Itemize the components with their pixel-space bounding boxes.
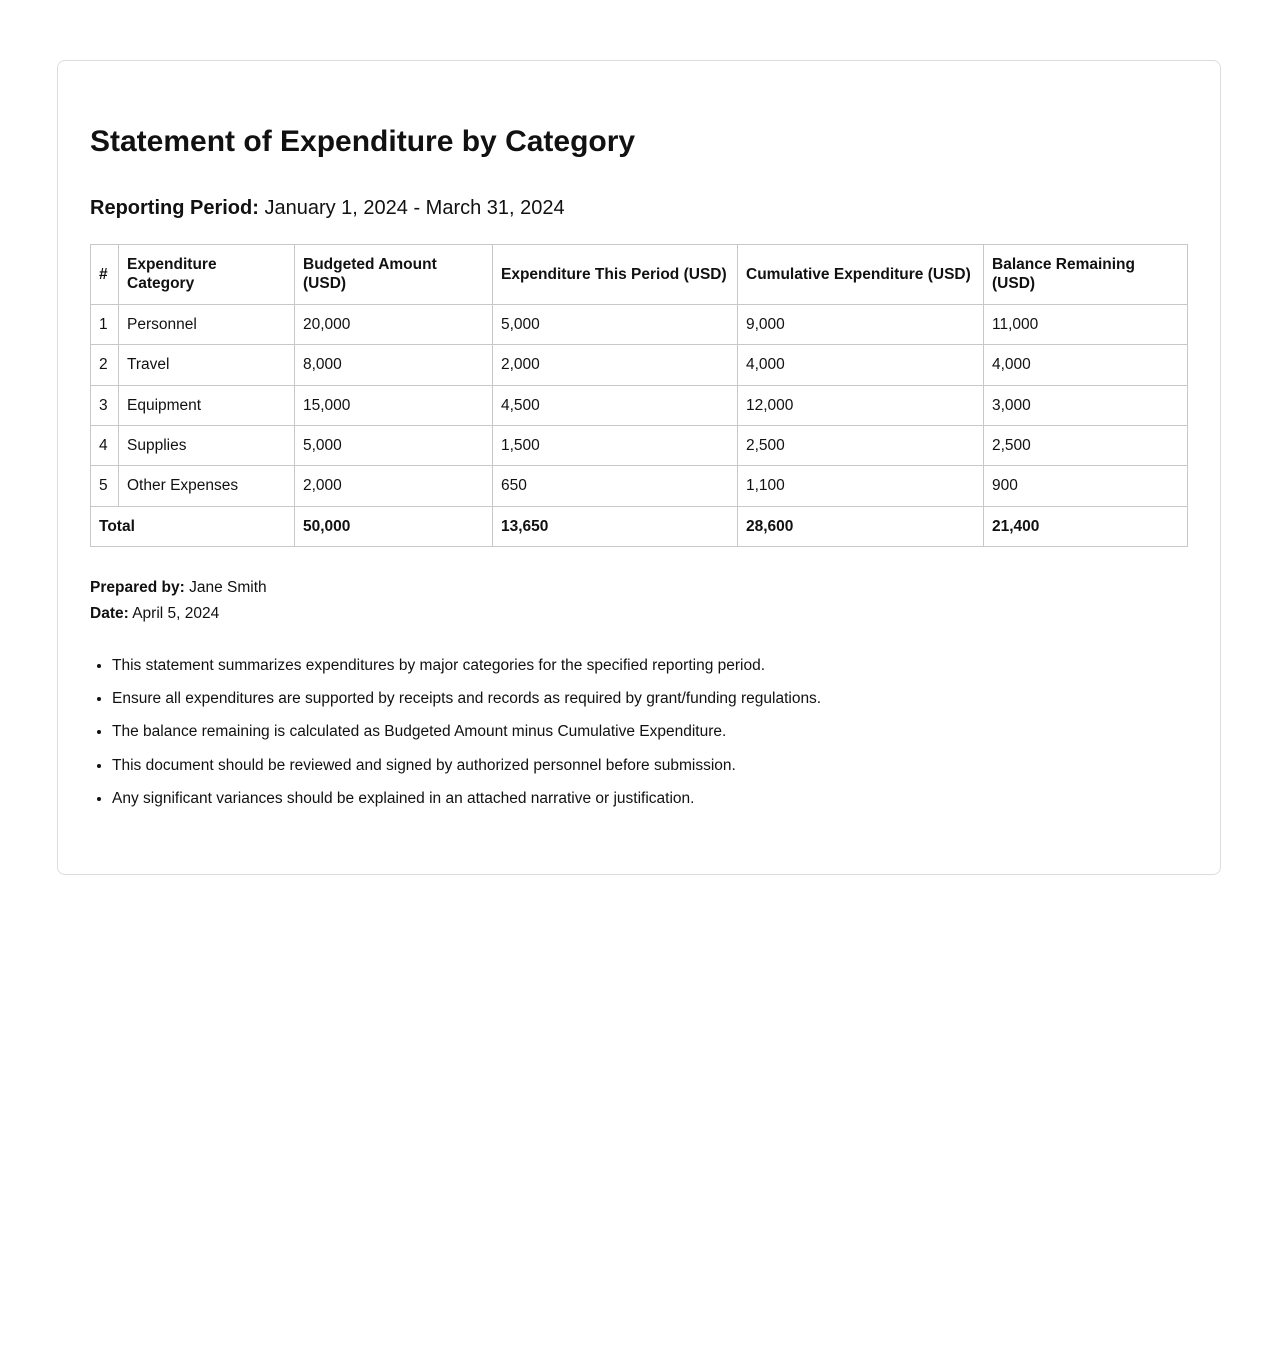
column-header-period: Expenditure This Period (USD) (493, 245, 738, 305)
cell-category: Equipment (119, 385, 295, 425)
table-header-row (91, 245, 1188, 305)
cell-num: 3 (91, 385, 119, 425)
table-row (91, 345, 1188, 385)
cell-budgeted: 20,000 (295, 304, 493, 344)
total-balance-cell: 21,400 (984, 506, 1188, 546)
table-total-row (91, 506, 1188, 546)
cell-balance: 11,000 (984, 304, 1188, 344)
cell-period: 1,500 (493, 425, 738, 465)
table-header (91, 245, 1188, 305)
page-title: Statement of Expenditure by Category (90, 125, 636, 158)
date-label: Date: (90, 604, 129, 622)
reporting-period-value: January 1, 2024 - March 31, 2024 (264, 197, 565, 219)
table-row (91, 466, 1188, 506)
table-row (91, 304, 1188, 344)
note-item: • Any significant variances should be explained in an attached narrative or justification. (112, 789, 1188, 809)
signature-block (90, 575, 1188, 626)
total-period-cell: 13,650 (493, 506, 738, 546)
cell-cumulative: 1,100 (738, 466, 984, 506)
table-body (91, 304, 1188, 506)
cell-budgeted: 15,000 (295, 385, 493, 425)
cell-period: 4,500 (493, 385, 738, 425)
notes-list (90, 656, 1188, 809)
note-item: • The balance remaining is calculated as Budgeted Amount minus Cumulative Expenditure. (112, 722, 1188, 742)
table-row (91, 425, 1188, 465)
cell-balance: 3,000 (984, 385, 1188, 425)
cell-budgeted: 8,000 (295, 345, 493, 385)
table-row (91, 385, 1188, 425)
column-header-budgeted: Budgeted Amount (USD) (295, 245, 493, 305)
date-line (90, 601, 1188, 627)
column-header-balance: Balance Remaining (USD) (984, 245, 1188, 305)
cell-num: 4 (91, 425, 119, 465)
cell-category: Other Expenses (119, 466, 295, 506)
cell-category: Supplies (119, 425, 295, 465)
column-header-category: Expenditure Category (119, 245, 295, 305)
cell-cumulative: 4,000 (738, 345, 984, 385)
prepared-by-label: Prepared by: (90, 579, 185, 596)
cell-balance: 2,500 (984, 425, 1188, 465)
expenditure-table (90, 244, 1188, 547)
cell-balance: 4,000 (984, 345, 1188, 385)
column-header-cumulative: Cumulative Expenditure (USD) (738, 245, 984, 305)
cell-category: Travel (119, 345, 295, 385)
cell-budgeted: 5,000 (295, 425, 493, 465)
prepared-by-value: Jane Smith (189, 579, 267, 596)
note-item: • This document should be reviewed and signed by authorized personnel before submission. (112, 756, 1188, 776)
note-item: • This statement summarizes expenditures by major categories for the specified reporting period. (112, 656, 1188, 676)
cell-period: 650 (493, 466, 738, 506)
note-item: • Ensure all expenditures are supported by receipts and records as required by grant/funding regulations. (112, 689, 1188, 709)
total-label-cell: Total (91, 506, 295, 546)
reporting-period-label: Reporting Period: (90, 197, 259, 219)
prepared-by-line (90, 575, 1188, 601)
cell-num: 2 (91, 345, 119, 385)
document-card (57, 60, 1221, 875)
cell-num: 1 (91, 304, 119, 344)
column-header-number: # (91, 245, 119, 305)
cell-budgeted: 2,000 (295, 466, 493, 506)
cell-cumulative: 9,000 (738, 304, 984, 344)
cell-balance: 900 (984, 466, 1188, 506)
cell-cumulative: 2,500 (738, 425, 984, 465)
cell-category: Personnel (119, 304, 295, 344)
reporting-period (90, 196, 1188, 220)
total-cumulative-cell: 28,600 (738, 506, 984, 546)
total-budgeted-cell: 50,000 (295, 506, 493, 546)
cell-num: 5 (91, 466, 119, 506)
cell-cumulative: 12,000 (738, 385, 984, 425)
page (0, 60, 1278, 1360)
cell-period: 2,000 (493, 345, 738, 385)
cell-period: 5,000 (493, 304, 738, 344)
date-value: April 5, 2024 (132, 604, 220, 622)
